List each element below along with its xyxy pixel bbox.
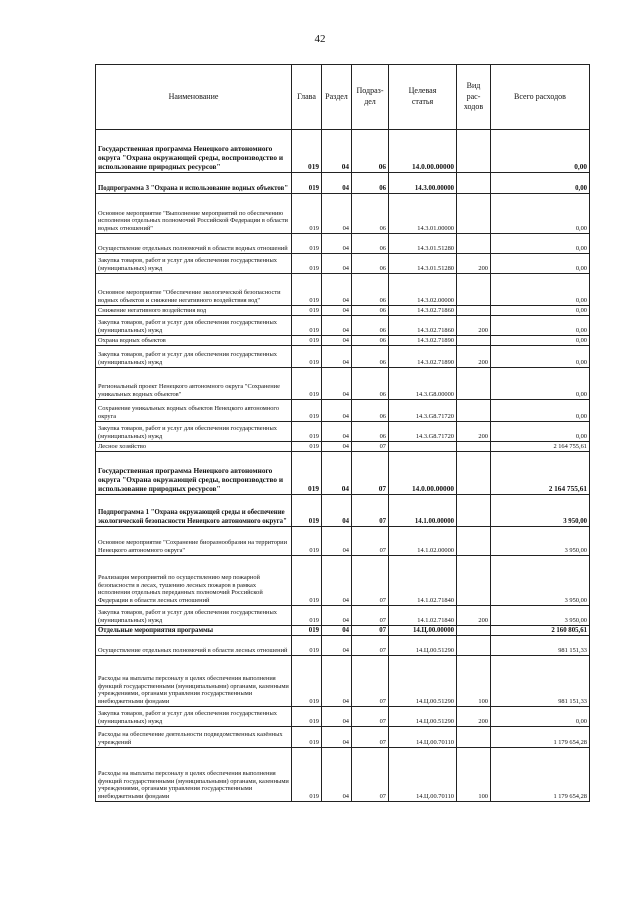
row-glava-cell: 019 — [292, 368, 322, 400]
row-total-cell: 0,00 — [491, 194, 590, 234]
row-name-cell: Основное мероприятие "Обеспечение экологической безопасности водных объектов и снижение негативного воздействия вод" — [96, 274, 292, 306]
row-vid-cell: 100 — [457, 656, 491, 707]
row-name-cell: Региональный проект Ненецкого автономного округа "Сохранение уникальных водных объектов" — [96, 368, 292, 400]
row-podrazdel-cell: 06 — [352, 173, 389, 194]
row-glava-cell: 019 — [292, 306, 322, 316]
row-target-cell: 14.0.00.00000 — [389, 452, 457, 495]
row-vid-cell — [457, 636, 491, 656]
table-row — [96, 194, 590, 234]
row-total-cell: 981 151,33 — [491, 636, 590, 656]
row-razdel-cell: 04 — [322, 368, 352, 400]
row-razdel-cell: 04 — [322, 336, 352, 346]
row-vid-cell — [457, 234, 491, 254]
row-podrazdel-cell: 07 — [352, 442, 389, 452]
row-vid-cell — [457, 274, 491, 306]
row-glava-cell: 019 — [292, 336, 322, 346]
table-row — [96, 452, 590, 495]
row-name-cell: Закупка товаров, работ и услуг для обеспечения государственных (муниципальных) нужд — [96, 254, 292, 274]
row-name-cell: Снижение негативного воздействия вод — [96, 306, 292, 316]
table-row — [96, 346, 590, 368]
row-name-cell: Лесное хозяйство — [96, 442, 292, 452]
row-total-cell: 1 179 654,28 — [491, 727, 590, 748]
row-vid-cell — [457, 368, 491, 400]
table-row — [96, 626, 590, 636]
row-razdel-cell: 04 — [322, 234, 352, 254]
row-podrazdel-cell: 07 — [352, 656, 389, 707]
row-name-cell: Государственная программа Ненецкого автономного округа "Охрана окружающей среды, воспроизводство и использование природных ресурсов" — [96, 130, 292, 173]
row-vid-cell: 100 — [457, 748, 491, 802]
row-razdel-cell: 04 — [322, 748, 352, 802]
row-razdel-cell: 04 — [322, 400, 352, 422]
row-target-cell: 14.3.G8.71720 — [389, 422, 457, 442]
row-vid-cell — [457, 495, 491, 527]
table-row — [96, 336, 590, 346]
row-name-cell: Закупка товаров, работ и услуг для обеспечения государственных (муниципальных) нужд — [96, 346, 292, 368]
row-vid-cell: 200 — [457, 606, 491, 626]
row-podrazdel-cell: 06 — [352, 306, 389, 316]
row-razdel-cell: 04 — [322, 636, 352, 656]
row-target-cell: 14.3.01.00000 — [389, 194, 457, 234]
table-row — [96, 422, 590, 442]
row-razdel-cell: 04 — [322, 442, 352, 452]
row-name-cell: Расходы на выплаты персоналу в целях обеспечения выполнения функций государственными (муниципальными) органами, казенными учреждениями, органами управления государственными внебюджетными фондами — [96, 748, 292, 802]
row-podrazdel-cell: 07 — [352, 527, 389, 556]
header-target: Целевая статья — [389, 65, 457, 130]
row-total-cell: 0,00 — [491, 306, 590, 316]
row-vid-cell — [457, 626, 491, 636]
table-row — [96, 130, 590, 173]
row-podrazdel-cell: 07 — [352, 452, 389, 495]
row-name-cell: Государственная программа Ненецкого автономного округа "Охрана окружающей среды, воспроизводство и использование природных ресурсов" — [96, 452, 292, 495]
row-name-cell: Закупка товаров, работ и услуг для обеспечения государственных (муниципальных) нужд — [96, 422, 292, 442]
row-target-cell: 14.1.02.71840 — [389, 606, 457, 626]
row-target-cell: 14.1.02.00000 — [389, 527, 457, 556]
table-row — [96, 748, 590, 802]
row-podrazdel-cell: 07 — [352, 707, 389, 727]
table-row — [96, 400, 590, 422]
row-name-cell: Осуществление отдельных полномочий в области лесных отношений — [96, 636, 292, 656]
row-name-cell: Расходы на обеспечение деятельности подведомственных казённых учреждений — [96, 727, 292, 748]
row-razdel-cell: 04 — [322, 556, 352, 606]
row-target-cell: 14.3.02.00000 — [389, 274, 457, 306]
table-row — [96, 368, 590, 400]
row-target-cell: 14.0.00.00000 — [389, 130, 457, 173]
row-target-cell: 14.Ц.00.70110 — [389, 727, 457, 748]
table-row — [96, 234, 590, 254]
row-target-cell: 14.Ц.00.51290 — [389, 636, 457, 656]
row-total-cell: 0,00 — [491, 400, 590, 422]
table-row — [96, 527, 590, 556]
row-target-cell: 14.3.02.71890 — [389, 346, 457, 368]
row-target-cell: 14.3.G8.71720 — [389, 400, 457, 422]
row-podrazdel-cell: 06 — [352, 422, 389, 442]
row-total-cell: 0,00 — [491, 368, 590, 400]
row-podrazdel-cell: 07 — [352, 727, 389, 748]
row-vid-cell: 200 — [457, 422, 491, 442]
table-row — [96, 442, 590, 452]
row-target-cell: 14.Ц.00.51290 — [389, 656, 457, 707]
row-target-cell: 14.3.01.51280 — [389, 254, 457, 274]
row-podrazdel-cell: 06 — [352, 130, 389, 173]
row-razdel-cell: 04 — [322, 130, 352, 173]
row-target-cell: 14.3.00.00000 — [389, 173, 457, 194]
row-glava-cell: 019 — [292, 727, 322, 748]
row-name-cell: Осуществление отдельных полномочий в области водных отношений — [96, 234, 292, 254]
row-total-cell: 3 950,00 — [491, 556, 590, 606]
table-row — [96, 173, 590, 194]
row-target-cell: 14.Ц.00.70110 — [389, 748, 457, 802]
row-razdel-cell: 04 — [322, 727, 352, 748]
row-vid-cell — [457, 194, 491, 234]
row-razdel-cell: 04 — [322, 527, 352, 556]
row-glava-cell: 019 — [292, 527, 322, 556]
row-target-cell: 14.3.G8.00000 — [389, 368, 457, 400]
row-vid-cell — [457, 400, 491, 422]
row-podrazdel-cell: 07 — [352, 495, 389, 527]
row-total-cell: 0,00 — [491, 346, 590, 368]
row-total-cell: 3 950,00 — [491, 606, 590, 626]
row-name-cell: Основное мероприятие "Выполнение мероприятий по обеспечению исполнения отдельных полномочий Российской Федерации в области водных отношений" — [96, 194, 292, 234]
header-glava: Глава — [292, 65, 322, 130]
row-name-cell: Охрана водных объектов — [96, 336, 292, 346]
row-glava-cell: 019 — [292, 452, 322, 495]
row-glava-cell: 019 — [292, 274, 322, 306]
row-target-cell: 14.3.02.71890 — [389, 336, 457, 346]
row-podrazdel-cell: 06 — [352, 234, 389, 254]
row-podrazdel-cell: 07 — [352, 636, 389, 656]
row-razdel-cell: 04 — [322, 656, 352, 707]
row-glava-cell: 019 — [292, 707, 322, 727]
row-razdel-cell: 04 — [322, 626, 352, 636]
budget-table — [95, 64, 590, 802]
row-glava-cell: 019 — [292, 316, 322, 336]
row-glava-cell: 019 — [292, 748, 322, 802]
row-razdel-cell: 04 — [322, 316, 352, 336]
row-vid-cell — [457, 452, 491, 495]
row-glava-cell: 019 — [292, 556, 322, 606]
header-name: Наименование — [96, 65, 292, 130]
header-razdel: Раздел — [322, 65, 352, 130]
row-glava-cell: 019 — [292, 606, 322, 626]
row-name-cell: Основное мероприятие "Сохранение биоразнообразия на территории Ненецкого автономного округа" — [96, 527, 292, 556]
row-podrazdel-cell: 07 — [352, 748, 389, 802]
row-podrazdel-cell: 06 — [352, 316, 389, 336]
row-total-cell: 0,00 — [491, 274, 590, 306]
table-row — [96, 306, 590, 316]
row-total-cell: 0,00 — [491, 707, 590, 727]
row-glava-cell: 019 — [292, 400, 322, 422]
row-glava-cell: 019 — [292, 422, 322, 442]
row-glava-cell: 019 — [292, 656, 322, 707]
table-header-row — [96, 65, 590, 130]
row-total-cell: 0,00 — [491, 173, 590, 194]
row-podrazdel-cell: 06 — [352, 336, 389, 346]
table-row — [96, 727, 590, 748]
row-razdel-cell: 04 — [322, 707, 352, 727]
row-glava-cell: 019 — [292, 234, 322, 254]
row-total-cell: 981 151,33 — [491, 656, 590, 707]
table-row — [96, 636, 590, 656]
row-glava-cell: 019 — [292, 173, 322, 194]
header-vid: Вид рас- ходов — [457, 65, 491, 130]
row-razdel-cell: 04 — [322, 254, 352, 274]
row-total-cell: 3 950,00 — [491, 527, 590, 556]
row-glava-cell: 019 — [292, 442, 322, 452]
row-podrazdel-cell: 06 — [352, 368, 389, 400]
row-name-cell: Закупка товаров, работ и услуг для обеспечения государственных (муниципальных) нужд — [96, 316, 292, 336]
row-vid-cell — [457, 527, 491, 556]
row-glava-cell: 019 — [292, 495, 322, 527]
row-target-cell: 14.1.00.00000 — [389, 495, 457, 527]
row-razdel-cell: 04 — [322, 306, 352, 316]
row-vid-cell — [457, 130, 491, 173]
row-target-cell: 14.Ц.00.00000 — [389, 626, 457, 636]
row-glava-cell: 019 — [292, 636, 322, 656]
row-total-cell: 3 950,00 — [491, 495, 590, 527]
row-razdel-cell: 04 — [322, 274, 352, 306]
row-vid-cell: 200 — [457, 346, 491, 368]
row-vid-cell: 200 — [457, 316, 491, 336]
row-target-cell: 14.1.02.71840 — [389, 556, 457, 606]
header-total: Всего расходов — [491, 65, 590, 130]
row-razdel-cell: 04 — [322, 606, 352, 626]
row-vid-cell — [457, 556, 491, 606]
row-podrazdel-cell: 06 — [352, 274, 389, 306]
row-name-cell: Подпрограмма 1 "Охрана окружающей среды и обеспечение экологической безопасности Ненецкого автономного округа" — [96, 495, 292, 527]
row-name-cell: Подпрограмма 3 "Охрана и использование водных объектов" — [96, 173, 292, 194]
row-total-cell: 0,00 — [491, 130, 590, 173]
row-name-cell: Закупка товаров, работ и услуг для обеспечения государственных (муниципальных) нужд — [96, 707, 292, 727]
row-name-cell: Закупка товаров, работ и услуг для обеспечения государственных (муниципальных) нужд — [96, 606, 292, 626]
table-row — [96, 556, 590, 606]
row-razdel-cell: 04 — [322, 422, 352, 442]
table-row — [96, 495, 590, 527]
row-target-cell: 14.3.01.51280 — [389, 234, 457, 254]
row-total-cell: 0,00 — [491, 316, 590, 336]
row-total-cell: 2 160 805,61 — [491, 626, 590, 636]
row-target-cell: 14.3.02.71860 — [389, 306, 457, 316]
table-row — [96, 316, 590, 336]
row-glava-cell: 019 — [292, 626, 322, 636]
row-vid-cell — [457, 727, 491, 748]
row-name-cell: Расходы на выплаты персоналу в целях обеспечения выполнения функций государственными (муниципальными) органами, казенными учреждениями, органами управления государственными внебюджетными фондами — [96, 656, 292, 707]
row-glava-cell: 019 — [292, 130, 322, 173]
row-vid-cell: 200 — [457, 254, 491, 274]
row-podrazdel-cell: 06 — [352, 194, 389, 234]
row-vid-cell — [457, 442, 491, 452]
table-row — [96, 274, 590, 306]
row-total-cell: 0,00 — [491, 254, 590, 274]
row-name-cell: Сохранение уникальных водных объектов Ненецкого автономного округа — [96, 400, 292, 422]
row-glava-cell: 019 — [292, 194, 322, 234]
row-glava-cell: 019 — [292, 346, 322, 368]
row-vid-cell — [457, 306, 491, 316]
row-razdel-cell: 04 — [322, 495, 352, 527]
row-razdel-cell: 04 — [322, 346, 352, 368]
row-total-cell: 0,00 — [491, 422, 590, 442]
row-total-cell: 2 164 755,61 — [491, 442, 590, 452]
row-vid-cell — [457, 173, 491, 194]
row-podrazdel-cell: 06 — [352, 346, 389, 368]
row-vid-cell — [457, 336, 491, 346]
page-number: 42 — [314, 33, 326, 45]
row-vid-cell: 200 — [457, 707, 491, 727]
table-row — [96, 707, 590, 727]
header-podrazdel: Подраз- дел — [352, 65, 389, 130]
row-glava-cell: 019 — [292, 254, 322, 274]
row-razdel-cell: 04 — [322, 452, 352, 495]
row-podrazdel-cell: 07 — [352, 556, 389, 606]
row-target-cell: 14.Ц.00.51290 — [389, 707, 457, 727]
row-razdel-cell: 04 — [322, 194, 352, 234]
row-podrazdel-cell: 06 — [352, 400, 389, 422]
row-name-cell: Отдельные мероприятия программы — [96, 626, 292, 636]
row-target-cell: 14.3.02.71860 — [389, 316, 457, 336]
row-razdel-cell: 04 — [322, 173, 352, 194]
table-row — [96, 606, 590, 626]
row-podrazdel-cell: 07 — [352, 626, 389, 636]
table-row — [96, 254, 590, 274]
row-total-cell: 0,00 — [491, 234, 590, 254]
table-row — [96, 656, 590, 707]
row-target-cell — [389, 442, 457, 452]
row-podrazdel-cell: 06 — [352, 254, 389, 274]
row-podrazdel-cell: 07 — [352, 606, 389, 626]
row-total-cell: 0,00 — [491, 336, 590, 346]
row-name-cell: Реализация мероприятий по осуществлению мер пожарной безопасности в лесах, тушению лесных пожаров в рамках исполнения отдельных переданных полномочий Российской Федерации в области лесных отношений — [96, 556, 292, 606]
row-total-cell: 1 179 654,28 — [491, 748, 590, 802]
row-total-cell: 2 164 755,61 — [491, 452, 590, 495]
